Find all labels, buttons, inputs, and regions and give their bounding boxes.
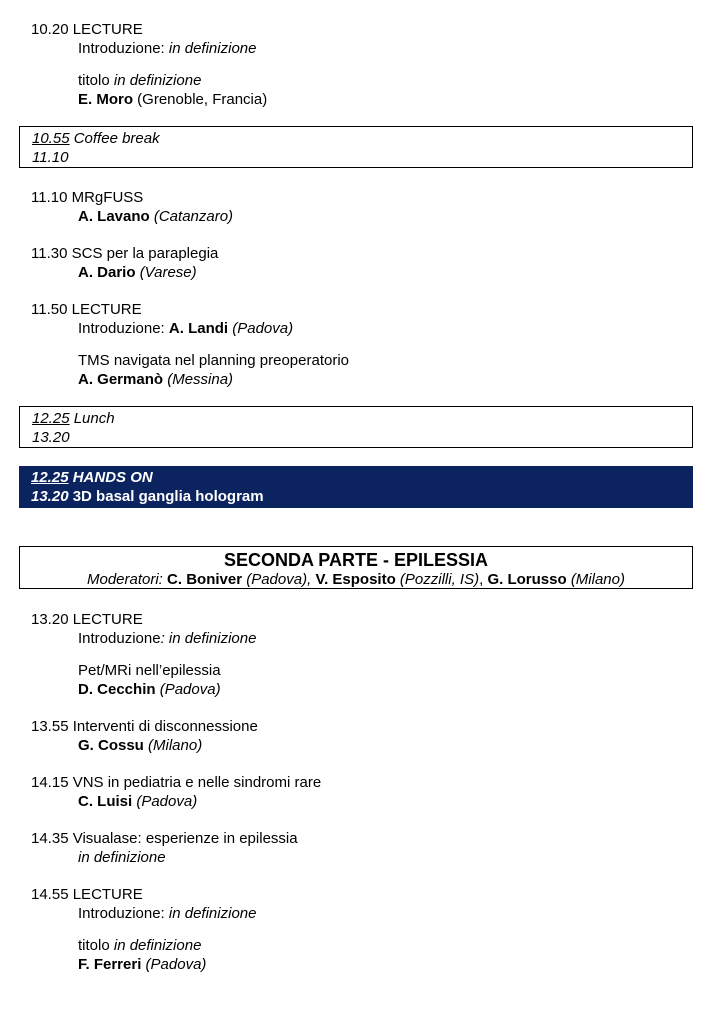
intro-value: in definizione [168,905,257,922]
intro-value: in definizione [168,40,257,57]
session-1455 [31,885,143,904]
speaker-place: (Varese) [139,264,197,281]
session-time: 14.35 [31,830,69,847]
intro-label: Introduzione [78,630,161,647]
separator: , [479,571,484,588]
intro-line [78,39,256,58]
session-time: 14.55 [31,886,69,903]
session-time: 11.50 [31,301,68,318]
speaker-line [78,680,221,699]
speaker-name: A. Dario [78,264,136,281]
moderators-line [20,571,692,589]
break-start: 12.25 [32,410,70,427]
moderator-name: G. Lorusso [487,571,567,588]
speaker-line [78,263,197,282]
intro-line [78,904,256,923]
talk-prefix: titolo [78,937,110,954]
session-time: 10.20 [31,21,69,38]
talk-title: Pet/MRi nell’epilessia [78,662,221,679]
intro-value: : in definizione [160,630,257,647]
hands-on-banner [19,466,693,508]
speaker-place: (Padova) [159,681,221,698]
session-title: MRgFUSS [71,189,144,206]
speaker-tbd: in definizione [78,849,166,866]
speaker-name: F. Ferreri [78,956,142,973]
speaker-line [78,955,206,974]
intro-label: Introduzione: [78,40,165,57]
talk-title: TMS navigata nel planning preoperatorio [78,352,350,369]
speaker-place: (Padova) [145,956,207,973]
session-time: 13.55 [31,718,69,735]
speaker-name: C. Luisi [78,793,133,810]
session-title: LECTURE [72,21,143,38]
talk-line [78,936,201,955]
session-title: Visualase: esperienze in epilessia [72,830,298,847]
speaker-place: (Messina) [167,371,234,388]
moderator-name: C. Boniver [167,571,243,588]
session-title: LECTURE [71,301,142,318]
coffee-break-box [19,126,693,168]
session-time: 13.20 [31,611,69,628]
intro-label: Introduzione: [78,905,165,922]
speaker-place: (Milano) [148,737,203,754]
session-1110 [31,188,143,207]
session-time: 11.30 [31,245,68,262]
speaker-line [78,370,233,389]
session-time: 14.15 [31,774,69,791]
speaker-name: G. Cossu [78,737,144,754]
speaker-line [78,90,267,109]
session-1415 [31,773,321,792]
intro-line [78,319,293,338]
hands-on-end: 13.20 [31,488,69,505]
session-title: Interventi di disconnessione [72,718,258,735]
speaker-line [78,792,197,811]
moderator-place: (Pozzilli, IS) [399,571,480,588]
talk-line [78,71,201,90]
intro-line [78,629,256,648]
session-title: VNS in pediatria e nelle sindromi rare [72,774,322,791]
speaker-name: A. Germanò [78,371,164,388]
speaker-place: (Grenoble, Francia) [137,91,268,108]
break-start: 10.55 [32,130,70,147]
moderator-name: V. Esposito [315,571,396,588]
session-1020 [31,20,143,39]
break-label: Coffee break [73,130,160,147]
hands-on-label: HANDS ON [72,469,153,486]
session-1130 [31,244,218,263]
speaker-line [78,736,202,755]
session-title: SCS per la paraplegia [71,245,219,262]
session-title: LECTURE [72,611,143,628]
speaker-line [78,207,233,226]
speaker-place: (Catanzaro) [153,208,234,225]
session-title: LECTURE [72,886,143,903]
section-title: SECONDA PARTE - EPILESSIA [223,550,489,570]
session-time: 11.10 [31,189,68,206]
talk-value: in definizione [113,72,202,89]
intro-place: (Padova) [232,320,294,337]
section-header-epilessia [19,546,693,589]
break-label: Lunch [73,410,115,427]
speaker-name: D. Cecchin [78,681,156,698]
session-1150 [31,300,142,319]
talk-value: in definizione [113,937,202,954]
talk-prefix: titolo [78,72,110,89]
moderator-place: (Milano) [570,571,625,588]
intro-label: Introduzione: [78,320,165,337]
break-end: 13.20 [32,429,70,446]
speaker-name: A. Lavano [78,208,150,225]
speaker-name: E. Moro [78,91,133,108]
session-1435 [31,829,298,848]
moderators-label: Moderatori: [86,571,163,588]
speaker-line [78,848,166,867]
moderator-place: (Padova), [246,571,312,588]
hands-on-subtitle: 3D basal ganglia hologram [72,488,264,505]
speaker-place: (Padova) [136,793,198,810]
intro-speaker: A. Landi [168,320,229,337]
break-end: 11.10 [32,149,69,166]
lunch-box [19,406,693,448]
hands-on-start: 12.25 [31,469,69,486]
session-1320 [31,610,143,629]
session-1355 [31,717,258,736]
